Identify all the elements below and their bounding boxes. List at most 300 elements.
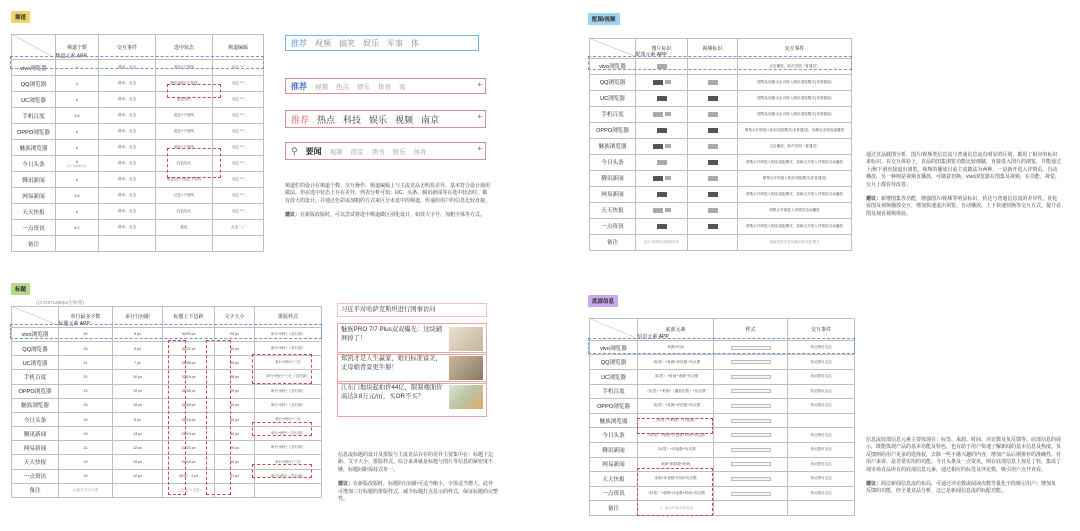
table-cell: 图集及视频点击可进入相应浏览模式(非普通页) <box>738 90 852 106</box>
plus-icon: + <box>477 144 482 153</box>
table-cell: 图集及视频点击可进入相应浏览模式(非普通页) <box>738 106 852 122</box>
table-cell: 点击播放，新开页面（普通页） <box>738 138 852 154</box>
table-cell <box>56 156 99 172</box>
nav-tab: 体 <box>411 38 419 48</box>
table-cell: 滑动、点击 <box>99 108 156 124</box>
table-row <box>590 106 852 122</box>
table-cell: 天天快报 <box>590 202 636 218</box>
video-badge-icon <box>708 128 718 133</box>
table-cell: 19 <box>59 341 113 355</box>
plus-icon: + <box>477 112 482 121</box>
count-value: 5.5 <box>74 193 80 198</box>
table-cell: 29 px <box>215 356 255 370</box>
news-card: 江东门地块起拍价44亿，限制楼面价高达3.8万元/㎡，买OR不买？ <box>337 381 487 417</box>
style-sample <box>731 477 771 481</box>
table-cell: 单行+两行+三行 <box>255 356 322 370</box>
table-cell: 30/29 px <box>163 327 215 341</box>
table-cell <box>688 106 738 122</box>
style-sample <box>731 419 771 423</box>
table-cell: 滑动、点击 <box>99 124 156 140</box>
table-cell <box>688 122 738 138</box>
table-cell: 10 px <box>113 370 163 384</box>
image-badge-icon <box>657 128 667 133</box>
table-row <box>590 154 852 170</box>
table-cell <box>636 90 688 106</box>
table-cell: 21 <box>59 441 113 455</box>
table-cell: QQ浏览器 <box>12 76 56 92</box>
video-badge-icon <box>708 208 718 213</box>
nav-tab: 读书 <box>371 148 385 156</box>
count-value: 6 <box>76 159 78 164</box>
nav-tab: 视频 <box>329 148 343 156</box>
table-cell: 12 px <box>113 441 163 455</box>
table-cell <box>688 202 738 218</box>
style-sample <box>731 389 771 393</box>
table-row <box>590 138 852 154</box>
table-row <box>590 486 855 501</box>
nav-tab: 推荐 <box>291 114 310 125</box>
count-value: 6 <box>76 177 78 182</box>
count-value: 5.5 <box>74 113 80 118</box>
table-row <box>12 172 264 188</box>
table-cell: 网易新闻 <box>590 457 638 472</box>
table-row <box>12 188 264 204</box>
table-row <box>12 483 322 497</box>
table-cell: 备注 <box>12 236 56 252</box>
table-cell: 网易新闻 <box>12 441 59 455</box>
table-row <box>12 441 322 455</box>
table-cell: QQ浏览器 <box>590 355 638 370</box>
table-cell: 13 px <box>113 427 163 441</box>
style-sample <box>731 492 771 496</box>
nav-tab: 体育 <box>413 148 427 156</box>
table-cell: 10 px <box>113 384 163 398</box>
table-cell <box>636 122 688 138</box>
table-cell <box>213 236 264 252</box>
table-cell <box>714 472 788 487</box>
table-row <box>590 234 852 250</box>
video-analysis: 通过竞品截图分析，图片/视频类信息流与普通信息流有明显的区别，都用了相应的标识来标识。在交互体验上，竞品的图集浏览功能比较细腻，直接进入图片的浏览，并能通过上滑/下滑直接退出浏览。视频的播放目前主流做法为两种，一是新开进入详情页，自动播放，另一种则是视频直播放，可随意切换。vivo浏览器在图集及视频，在功能、视觉、交互上都有待改善。 建议：新增图集等功能，增强图片/视频等明显标识，传达与普通信息流的差异性。优化看图及视频播放交互，增加快速退出预览、自动播放，上下快速切换等交互方式，提升看图及观看视频体验。 <box>866 152 1062 217</box>
table-row <box>590 428 855 443</box>
nav-tab: 体育 <box>378 83 391 91</box>
table-cell: 魅族浏览器 <box>590 413 638 428</box>
table-cell: 30 px <box>215 427 255 441</box>
table-corner: 信息元素 APP <box>590 319 638 341</box>
table-cell <box>636 74 688 90</box>
style-sample <box>731 433 771 437</box>
table-cell <box>688 218 738 234</box>
table-cell: OPPO浏览器 <box>12 124 56 140</box>
table-cell <box>714 355 788 370</box>
image-badge-icon <box>665 144 671 148</box>
table-cell: 魅族浏览器 <box>12 140 56 156</box>
table-cell: 26/19 px <box>163 427 215 441</box>
nav-tab: 热点 <box>317 114 336 125</box>
video-badge-icon <box>708 192 718 197</box>
news-thumbnail <box>449 356 483 380</box>
video-badge-icon <box>708 80 718 85</box>
table-cell: （标签）+时间+来源+负反馈 <box>638 369 714 384</box>
table-cell: 19 <box>59 384 113 398</box>
column-header: 频道个数 <box>56 35 99 60</box>
image-badge-icon <box>653 176 663 181</box>
table-cell: 腾讯新闻 <box>590 442 638 457</box>
column-header: 交互事件 <box>788 319 855 341</box>
table-cell: 负反馈可点击 <box>788 486 855 501</box>
table-cell: 19 <box>59 398 113 412</box>
table-cell: 30 px <box>215 455 255 469</box>
table-cell <box>714 413 788 428</box>
channel-analysis: 频道栏的设计在频道个数、交互操作、频道编辑上与主流竞品无明显差异。基本符合设计通用做法。但在选中状态上存在差异，列表分析可知：UC、头条、腾讯新闻等在选中状态时，都有放大的设计，并通过色彩或加粗的方式来区分未选中的频道，传递给用户的信息比较直接。 建议：在新版改版时，可以尝试将选中频道做区别化设计，如放大字号、加粗字体等方式。 <box>285 183 491 219</box>
table-cell: 红色+下划线 <box>156 188 213 204</box>
table-row <box>590 413 855 428</box>
news-card: 郑凯才是人生赢家，娘妇标准富美，丈母娘背景更牛掰！ <box>337 352 487 384</box>
nav-tab: 推荐 <box>291 38 307 48</box>
table-cell <box>636 186 688 202</box>
table-cell: 备注 <box>590 501 638 516</box>
image-badge-icon <box>657 160 667 165</box>
table-cell <box>714 399 788 414</box>
table-row <box>12 220 264 236</box>
nav-tab: 娱乐 <box>357 83 370 91</box>
table-cell: 负反馈可点击 <box>788 442 855 457</box>
table-cell <box>714 428 788 443</box>
news-thumbnail <box>449 327 483 351</box>
video-badge-icon <box>708 96 718 101</box>
vivo-row-highlight <box>10 324 322 339</box>
table-cell: 腾讯新闻 <box>12 172 56 188</box>
table-cell: 单行+两行（含行高） <box>255 384 322 398</box>
table-cell <box>636 106 688 122</box>
video-badge-icon <box>708 144 718 149</box>
table-cell: 20 <box>59 370 113 384</box>
table-row <box>12 156 264 172</box>
table-cell <box>714 384 788 399</box>
table-cell: 30/21 px <box>163 341 215 355</box>
nav-tab: 搞笑 <box>339 38 355 48</box>
table-cell <box>56 220 99 236</box>
table-cell: 单行+两行（含行高） <box>255 469 322 483</box>
table-cell: 21 <box>59 356 113 370</box>
table-cell: 12 px <box>113 469 163 483</box>
table-row <box>590 170 852 186</box>
table-row <box>12 108 264 124</box>
nav-tab: 视频 <box>315 38 331 48</box>
table-cell: 图集点开即进入相应浏览模式，视频点开进入详情页自动播放 <box>738 218 852 234</box>
table-cell: 28 px <box>215 370 255 384</box>
table-cell: 点击 "+" <box>213 124 264 140</box>
section-tag-channel: 频道 <box>11 11 30 23</box>
table-cell: 点击 "+" <box>213 188 264 204</box>
table-row <box>590 355 855 370</box>
table-cell: 手机百度 <box>590 106 636 122</box>
bottom-analysis: 信息流底部信息元素主要体现在：标签、来源、时间、评论数及负反馈等。底部信息的展示，既能体现产品的基本功能及特色，也有助于用户快速了解新闻的基本信息及热度。负反馈则给用户更多的选择权，去除一些不感兴趣的内容，增加产品后期推荐的准确性。对用户来讲，是非常实用的功能。今日头条及一点资讯，则在底部信息上加足了料，集成了现市场竞品所有的底部信息元素，通过相应的标签及评论数，吸引用户点开查看。 建议：简洁新闻信息流的布局，可通过评论数或阅读次数等量化字段吸引用户；增加负反馈的功能，经全量竞品分析，这已是新闻信息流的标配功能。 <box>866 437 1062 495</box>
table-cell: 19 <box>59 427 113 441</box>
table-cell: 9 px <box>113 341 163 355</box>
table-cell: 视频类型或是视频页的浏览模式 <box>738 234 852 250</box>
title-analysis: 信息流标题的设计及排版与主流竞品存在的差异主要集中在：标题下边距、文字大小、排版样式。综合来讲就是标题与图片等信息的紧密度不够，标题间距保持式单一。 建议：在新版改版时，标题的行间距可适当缩小，字体适当增大。此外可增加三行标题的排版样式，减少标题打点显示的样式，保证标题的完整性。 <box>338 452 499 503</box>
nav-tab: 视频 <box>315 83 328 91</box>
table-cell <box>688 234 738 250</box>
table-cell: 32/37，9 px <box>163 469 215 483</box>
table-cell: 负反馈可点击 <box>788 472 855 487</box>
image-badge-icon <box>653 80 663 85</box>
table-cell: 图集点开即进入相应浏览模式，视频点开进入详情页自动播放 <box>738 154 852 170</box>
table-cell: 滑动、点击 <box>99 92 156 108</box>
table-cell: 手机百度 <box>590 384 638 399</box>
table-cell: 29 px <box>215 327 255 341</box>
table-cell <box>56 236 99 252</box>
table-cell: 34/28 px <box>163 384 215 398</box>
table-cell: UC浏览器 <box>590 369 638 384</box>
table-cell: 29 px <box>215 441 255 455</box>
table-cell <box>688 90 738 106</box>
column-header: 交互事件 <box>99 35 156 60</box>
style-sample <box>731 375 771 379</box>
title-note: (以720*1280px为参照) <box>36 301 84 306</box>
table-cell: 滑动、点击 <box>99 172 156 188</box>
table-row <box>12 384 322 398</box>
table-cell: 今日头条 <box>12 156 56 172</box>
table-cell: 一点资讯 <box>590 486 638 501</box>
table-cell: 魅族浏览器 <box>590 138 636 154</box>
table-cell <box>714 442 788 457</box>
table-cell: 7 px <box>113 356 163 370</box>
highlight-box <box>637 418 713 434</box>
count-value: 6 <box>76 97 78 102</box>
table-cell: 蓝色+下划线 <box>156 140 213 156</box>
table-row <box>12 398 322 412</box>
image-badge-icon <box>657 224 667 229</box>
highlight-box <box>252 354 312 384</box>
table-cell: 红色加大 <box>156 204 213 220</box>
column-header: 选中状态 <box>156 35 213 60</box>
table-row <box>590 74 852 90</box>
table-cell: 点击播放，新开页面（普通页） <box>738 58 852 74</box>
column-header: 排版样式 <box>255 307 322 328</box>
style-sample <box>731 404 771 408</box>
table-cell: 一点资讯 <box>12 220 56 236</box>
table-cell <box>636 138 688 154</box>
image-badge-icon <box>653 144 663 149</box>
news-card: 魅族PRO 7/7 Plus双双曝光：这块辅屏掉了！ <box>337 323 487 355</box>
table-cell: 负反馈可点击 <box>788 355 855 370</box>
table-cell: 点击 "+" <box>213 140 264 156</box>
table-row <box>12 92 264 108</box>
table-cell: 滑动、点击 <box>99 156 156 172</box>
image-badge-icon <box>665 176 671 180</box>
table-row <box>590 442 855 457</box>
table-cell: 以最多文字为准 <box>59 483 113 497</box>
table-cell <box>688 154 738 170</box>
table-cell: 单行+两行（含行高） <box>255 441 322 455</box>
table-cell: 图集点开即进入相应浏览模式(非普通页)，视频点击则直接播放 <box>738 122 852 138</box>
table-cell: vivo浏览器 <box>590 340 638 355</box>
nav-tab: 军事 <box>387 38 403 48</box>
table-cell <box>255 483 322 497</box>
nav-tab: 娱乐 <box>392 148 406 156</box>
count-value: 6.1 <box>74 225 80 230</box>
table-cell: 点击 "⌄" <box>213 220 264 236</box>
table-cell: 上边距/下边距 <box>163 483 215 497</box>
table-cell <box>56 204 99 220</box>
table-cell: 红色加大 <box>156 156 213 172</box>
table-cell: 滑动、点击 <box>99 220 156 236</box>
table-cell: 负反馈可点击 <box>788 428 855 443</box>
table-cell: 来源+时间 <box>638 340 714 355</box>
style-sample <box>731 462 771 466</box>
table-cell: 20 <box>59 327 113 341</box>
table-cell <box>56 188 99 204</box>
table-row <box>12 204 264 220</box>
table-cell: 32/16 px <box>163 455 215 469</box>
table-cell: 腾讯新闻 <box>590 170 636 186</box>
table-cell: 31 px <box>215 469 255 483</box>
table-cell: 天天快报 <box>12 455 59 469</box>
table-cell <box>636 202 688 218</box>
table-cell: 点击 "+" <box>213 156 264 172</box>
table-row <box>590 90 852 106</box>
table-row <box>12 124 264 140</box>
table-cell <box>788 413 855 428</box>
table-cell: 图集点开即进入详情页自动播放 <box>738 202 852 218</box>
section-tag-bottom: 底部信息 <box>588 295 618 307</box>
table-cell: 单行+两行+三行（含行高） <box>255 370 322 384</box>
table-cell: 魅族浏览器 <box>12 398 59 412</box>
navbar-sample-vivo <box>285 35 479 51</box>
table-cell: 19 <box>59 455 113 469</box>
nav-tab: 南京 <box>350 148 364 156</box>
table-cell: 负反馈可点击 <box>788 384 855 399</box>
table-cell: 负反馈可点击 <box>788 399 855 414</box>
table-cell: （标签）+来源+评论数+负反馈 <box>638 399 714 414</box>
highlight-box <box>206 340 231 495</box>
count-value: 6 <box>76 209 78 214</box>
video-badge-icon <box>708 112 718 117</box>
table-cell: UC浏览器 <box>12 92 56 108</box>
table-cell: 网易新闻 <box>12 188 56 204</box>
table-cell: 一点资讯 <box>590 218 636 234</box>
table-cell: 9 px <box>113 412 163 426</box>
highlight-box <box>252 464 312 478</box>
table-cell: 来源+跟帖数+时间 <box>638 457 714 472</box>
table-cell: 22/23 px <box>163 441 215 455</box>
table-cell: 网易新闻 <box>590 186 636 202</box>
image-badge-icon <box>657 96 667 101</box>
table-cell: 单行+两行（含行高） <box>255 398 322 412</box>
table-cell: 图集点开即进入相应浏览模式，视频点开进入详情页自动播放 <box>738 186 852 202</box>
table-row <box>590 369 855 384</box>
table-cell: 天天快报 <box>12 204 56 220</box>
count-value: 6 <box>76 65 78 70</box>
highlight-box <box>167 148 221 178</box>
table-cell: 图集点开即进入相应浏览模式(非普通页) <box>738 170 852 186</box>
highlight-box <box>167 84 221 98</box>
table-cell: 单行+两行（含行高） <box>255 427 322 441</box>
table-cell: 负反馈可点击 <box>788 340 855 355</box>
table-cell <box>113 483 163 497</box>
table-cell: 30 px <box>215 412 255 426</box>
highlight-box <box>168 340 186 495</box>
table-cell: 腾讯新闻 <box>12 427 59 441</box>
table-cell: 滑动、点击 <box>99 204 156 220</box>
table-cell <box>688 170 738 186</box>
count-value: 4 <box>76 81 78 86</box>
column-header: 底部元素 <box>638 319 714 341</box>
table-cell <box>788 501 855 516</box>
nav-tab: 娱乐 <box>369 114 388 125</box>
table-cell: 单行+两行（含行高） <box>255 341 322 355</box>
navbar-sample-tencent <box>285 142 486 160</box>
table-row <box>590 399 855 414</box>
table-cell <box>636 154 688 170</box>
nav-tab: 热点 <box>336 83 349 91</box>
nav-tab: 南 <box>399 83 406 91</box>
table-cell: （标签）+评论数+负反馈 <box>638 442 714 457</box>
table-cell <box>688 74 738 90</box>
table-cell: 蓝色+下划线 <box>156 108 213 124</box>
section-tag-video: 配图/视频 <box>588 13 620 25</box>
table-cell: OPPO浏览器 <box>590 122 636 138</box>
navbar-sample-qq <box>285 78 486 94</box>
table-cell: 负反馈可点击 <box>788 369 855 384</box>
table-cell: vivo浏览器 <box>12 327 59 341</box>
nav-tab: 要闻 <box>305 146 322 156</box>
column-header: 视频标识 <box>688 39 738 59</box>
video-badge-icon <box>708 160 718 165</box>
table-cell <box>56 108 99 124</box>
table-cell: UC浏览器 <box>590 90 636 106</box>
table-cell: 蓝色加大 <box>156 92 213 108</box>
count-note: (有个搜索框对比) <box>67 164 87 168</box>
table-cell <box>636 170 688 186</box>
column-header: 图片标识 <box>636 39 688 59</box>
vivo-row-highlight <box>588 338 855 354</box>
news-thumbnail <box>449 385 483 409</box>
table-cell: 滑动、点击 <box>99 188 156 204</box>
table-cell: 32/19 px <box>163 370 215 384</box>
table-row <box>12 236 264 252</box>
table-cell: 黑色加大+蓝色下划线 <box>156 172 213 188</box>
video-badge-icon <box>708 224 718 229</box>
table-cell: 今日头条 <box>590 154 636 170</box>
table-cell: OPPO浏览器 <box>590 399 638 414</box>
table-cell: 点击 "+" <box>213 172 264 188</box>
table-cell: 滑动、点击 <box>99 140 156 156</box>
table-cell: 一点资讯 <box>12 469 59 483</box>
navbar-sample-uc <box>285 110 486 128</box>
table-cell: 19 <box>59 412 113 426</box>
table-cell: 单行+两行（含行高） <box>255 327 322 341</box>
table-cell: UC浏览器 <box>12 356 59 370</box>
style-sample <box>731 360 771 364</box>
table-cell: 滑动、点击 <box>99 60 156 76</box>
highlight-box <box>252 422 312 436</box>
image-badge-icon <box>653 112 663 117</box>
image-badge-icon <box>657 192 667 197</box>
column-header: 样式 <box>714 319 788 341</box>
table-cell: 天天快报 <box>590 472 638 487</box>
table-cell <box>714 457 788 472</box>
column-header: 单行最多字数 <box>59 307 113 328</box>
table-corner: 标题元素 APP <box>12 307 59 328</box>
table-cell: （标签）+来源+评论数+时间+负反馈 <box>638 428 714 443</box>
count-value: 6 <box>76 129 78 134</box>
table-row <box>590 218 852 234</box>
table-cell: QQ浏览器 <box>590 74 636 90</box>
search-icon: ⚲ <box>291 145 298 156</box>
highlight-box <box>637 468 713 516</box>
